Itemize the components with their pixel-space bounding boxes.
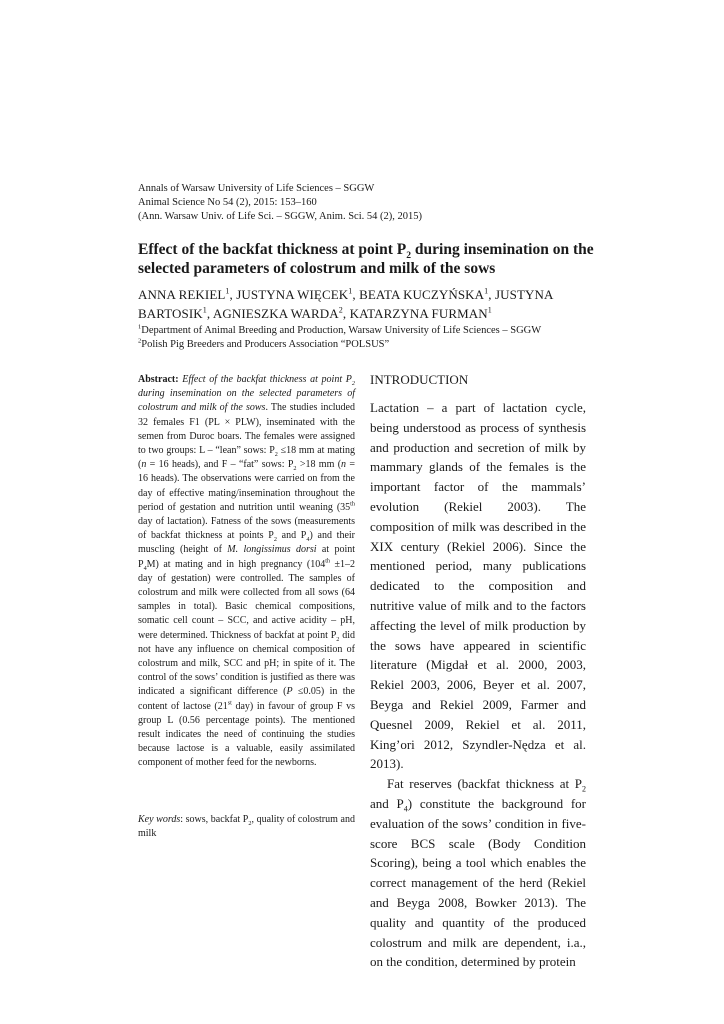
paper-title: Effect of the backfat thickness at point $P_2$ during insemination on the selected parameters of colostrum and milk of the sows bbox=[138, 241, 594, 277]
introduction-body bbox=[370, 398, 586, 972]
affiliation-1: $^1$Department of Animal Breeding and Production, Warsaw University of Life Sciences – SGGW bbox=[138, 323, 542, 336]
journal-header bbox=[138, 182, 598, 224]
abstract-label: Abstract: bbox=[138, 374, 179, 385]
author: KATARZYNA FURMAN bbox=[349, 306, 488, 321]
author: BEATA KUCZYŃSKA bbox=[359, 287, 485, 302]
journal-line-2: Animal Science No 54 (2), 2015: 153–160 bbox=[138, 197, 317, 208]
abstract: Abstract: Effect of the backfat thickness at point $P_2$ during insemination on the selected parameters of colostrum and milk of the sows. The studies included 32 females F1 (PL × PLW), inseminated with the semen from Duroc boars. The females were assigned to two groups: L – “lean” sows: $P_2 \le 18$ mm at mating (n = 16 heads), and F – “fat” sows: $P_2 >18$ mm (n = 16 heads). The observations were carried on from the day of effective mating/insemination throughout the period of gestation and nutrition until weaning (35th day of lactation). Fatness of the sows (measurements of backfat thickness at points $P_2$ and $P_4$) and their muscling (height of M. longissimus dorsi at point $P_4M$) at mating and in high pregnancy (104th ±1–2 day of gestation) were controlled. The samples of colostrum and milk were collected from all sows (64 samples in total). Basic chemical compositions, somatic cell count – SCC, and active acidity – pH, were determined. Thickness of backfat at point $P_2$ did not have any influence on chemical composition of colostrum and milk, SCC and pH; in spite of it. The control of the sows’ condition is justified as there was indicated a significant difference (P ≤0.05) in the content of lactose (21st day) in favour of group F vs group L (0.56 percentage points). The mentioned result indicates the need of continuing the studies because lactose is a valuable, easily assimilated component of mother feed for the newborns. bbox=[138, 374, 356, 769]
affiliation-2: $^2$Polish Pig Breeders and Producers Association “POLSUS” bbox=[138, 337, 390, 350]
keywords: Key words: sows, backfat $P_2$, quality of colostrum and milk bbox=[138, 814, 355, 840]
author-list: ANNA REKIEL$^1$, JUSTYNA WIĘCEK$^1$, BEATA KUCZYŃSKA$^1$, JUSTYNA BARTOSIK$^1$, AGNIESZKA WARDA$^2$, KATARZYNA FURMAN$^1$ bbox=[138, 286, 553, 321]
author: ANNA REKIEL bbox=[138, 287, 226, 302]
paragraph: Lactation – a part of lactation cycle, being understood as process of synthesis and production and secretion of milk by mammary glands of the females is the important factor of the mammals’ evolution (Rekiel 2003). The composition of milk was described in the XIX century (Rekiel 2006). Since the mentioned period, many publications dedicated to the composition and nutritive value of milk and to the factors affecting the level of milk production by the sows have appeared in scientific literature (Migdał et al. 2000, 2003, Rekiel 2003, 2006, Beyer et al. 2007, Beyga and Rekiel 2009, Farmer and Quesnel 2009, Rekiel et al. 2011, King’ori 2012, Szyndler-Nędza et al. 2013). bbox=[370, 400, 586, 772]
paragraph: Fat reserves (backfat thickness at $P_2$ and $P_4$) constitute the background for evaluation of the sows’ condition in five-score BCS scale (Body Condition Scoring), being a tool which enables the correct management of the herd (Rekiel and Beyga 2008, Bowker 2013). The quality and quantity of the produced colostrum and milk are dependent, i.a., on the condition, determined by protein bbox=[370, 776, 586, 970]
author: AGNIESZKA WARDA bbox=[212, 306, 339, 321]
affiliations bbox=[138, 324, 598, 352]
author: JUSTYNA WIĘCEK bbox=[236, 287, 349, 302]
keywords-label: Key words bbox=[138, 814, 181, 825]
section-heading-introduction: INTRODUCTION bbox=[370, 372, 469, 387]
journal-line-1: Annals of Warsaw University of Life Sciences – SGGW bbox=[138, 183, 375, 194]
author: JUSTYNA BARTOSIK bbox=[138, 287, 553, 321]
journal-line-3: (Ann. Warsaw Univ. of Life Sci. – SGGW, Anim. Sci. 54 (2), 2015) bbox=[138, 211, 422, 222]
